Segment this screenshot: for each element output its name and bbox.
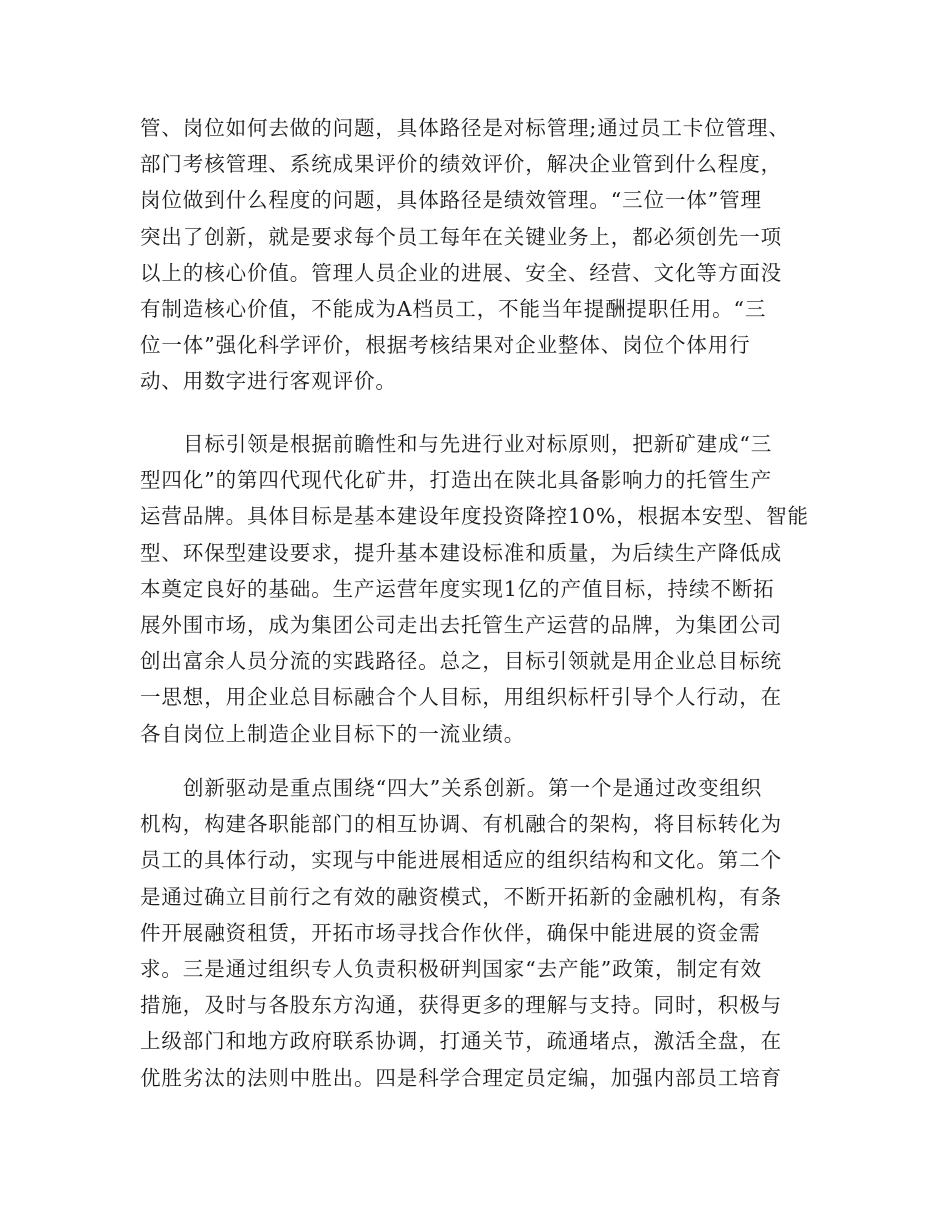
paragraph-1	[140, 110, 820, 400]
text-line: 岗位做到什么程度的问题，具体路径是绩效管理。“三位一体”管理	[140, 188, 762, 213]
text-line: 管、岗位如何去做的问题，具体路径是对标管理;通过员工卡位管理、	[140, 116, 790, 140]
text-line: 件开展融资租赁，开拓市场寻找合作伙伴，确保中能进展的资金需	[140, 920, 761, 945]
text-line: 突出了创新，就是要求每个员工每年在关键业务上，都必须创先一项	[140, 224, 782, 249]
text-line: 创出富余人员分流的实践路径。总之，目标引领就是用企业总目标统	[140, 649, 782, 674]
text-line: 部门考核管理、系统成果评价的绩效评价，解决企业管到什么程度，	[140, 152, 782, 177]
text-line: 各自岗位上制造企业目标下的一流业绩。	[140, 721, 526, 746]
text-line: 优胜劣汰的法则中胜出。四是科学合理定员定编，加强内部员工培育	[140, 1065, 782, 1090]
text-line: 是通过确立目前行之有效的融资模式，不断开拓新的金融机构，有条	[140, 884, 782, 909]
text-line: 展外围市场，成为集团公司走出去托管生产运营的品牌，为集团公司	[140, 612, 782, 637]
text-line: 有制造核心价值，不能成为A档员工，不能当年提酬提职任用。“三	[140, 296, 767, 321]
text-line: 机构，构建各职能部门的相互协调、有机融合的架构，将目标转化为	[140, 812, 782, 837]
text-line: 动、用数字进行客观评价。	[140, 369, 397, 394]
text-line: 型四化”的第四代现代化矿井，打造出在陕北具备影响力的托管生产	[140, 468, 772, 493]
text-line: 型、环保型建设要求，提升基本建设标准和质量，为后续生产降低成	[140, 540, 782, 565]
text-line: 员工的具体行动，实现与中能进展相适应的组织结构和文化。第二个	[140, 848, 782, 873]
text-line: 一思想，用企业总目标融合个人目标，用组织标杆引导个人行动，在	[140, 685, 782, 710]
text-line: 措施，及时与各股东方沟通，获得更多的理解与支持。同时，积极与	[140, 993, 782, 1018]
text-line: 目标引领是根据前瞻性和与先进行业对标原则，把新矿建成“三	[183, 432, 773, 456]
text-line: 以上的核心价值。管理人员企业的进展、安全、经营、文化等方面没	[140, 260, 782, 285]
paragraph-2	[140, 426, 820, 752]
text-line: 上级部门和地方政府联系协调，打通关节，疏通堵点，激活全盘，在	[140, 1029, 782, 1054]
text-line: 创新驱动是重点围绕“四大”关系创新。第一个是通过改变组织	[183, 776, 763, 800]
text-line: 运营品牌。具体目标是基本建设年度投资降控10%，根据本安型、智能	[140, 504, 809, 529]
text-line: 求。三是通过组织专人负责积极研判国家“去产能”政策，制定有效	[140, 956, 762, 981]
text-line: 本奠定良好的基础。生产运营年度实现1亿的产值目标，持续不断拓	[140, 576, 775, 601]
text-line: 位一体”强化科学评价，根据考核结果对企业整体、岗位个体用行	[140, 333, 751, 358]
paragraph-3	[140, 770, 820, 1096]
